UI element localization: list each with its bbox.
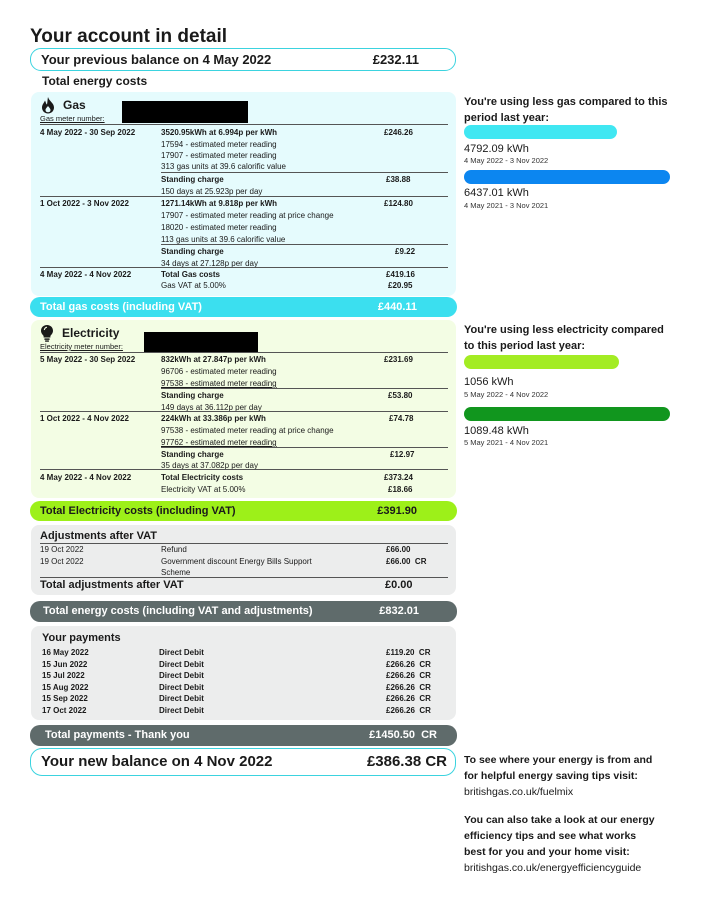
adjustment-date: 19 Oct 2022	[40, 557, 84, 566]
payment-amount: £266.26 CR	[386, 694, 431, 703]
payments-total-band	[30, 725, 457, 746]
gas-current-value: 4792.09 kWh	[464, 143, 529, 155]
adjustment-date: 19 Oct 2022	[40, 545, 84, 554]
gas-period-1: 4 May 2022 - 30 Sep 2022	[40, 128, 136, 137]
gas-heading: Gas	[63, 98, 86, 112]
gas-line-desc: 1271.14kWh at 9.818p per kWh	[161, 199, 278, 208]
elec-line-amount: £231.69	[384, 355, 413, 364]
gas-line-desc: 18020 - estimated meter reading	[161, 223, 277, 232]
gas-meter-label: Gas meter number:	[40, 114, 105, 123]
divider	[40, 124, 448, 125]
gas-line-desc: 17907 - estimated meter reading	[161, 151, 277, 160]
efficiency-info	[464, 812, 655, 876]
elec-previous-usage-bar	[464, 407, 670, 421]
elec-line-amount: £373.24	[384, 473, 413, 482]
info-line: best for you and your home visit:	[464, 846, 630, 858]
gas-line-desc: 34 days at 27.128p per day	[161, 259, 258, 268]
gas-line-desc: 17594 - estimated meter reading	[161, 140, 277, 149]
gas-line-amount: £419.16	[386, 270, 415, 279]
elec-line-desc: Electricity VAT at 5.00%	[161, 485, 246, 494]
divider	[40, 411, 448, 412]
divider	[161, 244, 448, 245]
gas-line-desc: 17907 - estimated meter reading at price change	[161, 211, 334, 220]
electricity-total-band	[30, 501, 457, 521]
payment-amount: £266.26 CR	[386, 683, 431, 692]
payment-date: 17 Oct 2022	[42, 706, 87, 715]
payment-date: 15 Jul 2022	[42, 671, 85, 680]
adjustments-total-label: Total adjustments after VAT	[40, 579, 184, 591]
elec-current-value: 1056 kWh	[464, 376, 514, 388]
previous-balance-amount: £232.11	[372, 52, 419, 67]
gas-line-amount: £38.88	[386, 175, 411, 184]
gas-period-3: 4 May 2022 - 4 Nov 2022	[40, 270, 132, 279]
fuelmix-link[interactable]: britishgas.co.uk/fuelmix	[464, 786, 574, 798]
electricity-total-amount: £391.90	[377, 505, 417, 517]
gas-period-2: 1 Oct 2022 - 3 Nov 2022	[40, 199, 129, 208]
payment-method: Direct Debit	[159, 648, 204, 657]
adjustments-heading: Adjustments after VAT	[40, 530, 157, 542]
payment-date: 15 Aug 2022	[42, 683, 89, 692]
gas-line-amount: £9.22	[395, 247, 416, 256]
gas-line-amount: £20.95	[388, 281, 413, 290]
electricity-total-label: Total Electricity costs (including VAT)	[40, 505, 236, 517]
adjustment-amount: £66.00	[386, 545, 411, 554]
elec-line-desc: 149 days at 36.112p per day	[161, 403, 262, 412]
payment-method: Direct Debit	[159, 694, 204, 703]
divider	[161, 447, 448, 448]
payment-date: 16 May 2022	[42, 648, 89, 657]
elec-line-desc: 224kWh at 33.386p per kWh	[161, 414, 266, 423]
elec-current-usage-bar	[464, 355, 619, 369]
payments-heading: Your payments	[42, 632, 121, 644]
payments-total-amount: £1450.50 CR	[369, 729, 437, 741]
payment-method: Direct Debit	[159, 683, 204, 692]
elec-line-amount: £53.80	[388, 391, 413, 400]
gas-line-amount: £246.26	[384, 128, 413, 137]
divider	[40, 196, 448, 197]
elec-line-desc: 97762 - estimated meter reading	[161, 438, 277, 447]
divider	[40, 352, 448, 353]
electricity-heading: Electricity	[62, 326, 120, 340]
efficiency-guide-link[interactable]: britishgas.co.uk/energyefficiencyguide	[464, 862, 642, 874]
elec-line-desc: Standing charge	[161, 391, 224, 400]
elec-line-desc: 832kWh at 27.847p per kWh	[161, 355, 266, 364]
elec-line-desc: 97538 - estimated meter reading at price change	[161, 426, 334, 435]
gas-total-label: Total gas costs (including VAT)	[40, 301, 202, 313]
divider	[40, 577, 448, 578]
divider	[40, 469, 448, 470]
adjustment-desc: Government discount Energy Bills Support	[161, 557, 312, 566]
previous-balance	[30, 48, 456, 71]
redaction-bar	[144, 332, 258, 352]
gas-comparison-heading-line: You're using less gas compared to this	[464, 96, 668, 108]
elec-comparison-heading-line: to this period last year:	[464, 340, 586, 352]
gas-line-desc: 150 days at 25.923p per day	[161, 187, 263, 196]
elec-line-desc: 97538 - estimated meter reading	[161, 379, 277, 388]
elec-period-3: 4 May 2022 - 4 Nov 2022	[40, 473, 132, 482]
elec-period-2: 1 Oct 2022 - 4 Nov 2022	[40, 414, 129, 423]
total-energy-band	[30, 601, 457, 622]
info-line: You can also take a look at our energy	[464, 814, 655, 826]
payment-amount: £266.26 CR	[386, 671, 431, 680]
gas-line-amount: £124.80	[384, 199, 413, 208]
elec-period-1: 5 May 2022 - 30 Sep 2022	[40, 355, 136, 364]
fuelmix-info	[464, 752, 652, 800]
info-line: for helpful energy saving tips visit:	[464, 770, 638, 782]
total-energy-amount: £832.01	[379, 605, 419, 617]
new-balance	[30, 748, 456, 776]
electricity-meter-label: Electricity meter number:	[40, 342, 123, 351]
gas-line-desc: Total Gas costs	[161, 270, 220, 279]
gas-line-desc: 313 gas units at 39.6 calorific value	[161, 162, 286, 171]
gas-line-desc: Gas VAT at 5.00%	[161, 281, 226, 290]
gas-current-period: 4 May 2022 - 3 Nov 2022	[464, 156, 549, 165]
gas-line-desc: 113 gas units at 39.6 calorific value	[161, 235, 286, 244]
info-line: To see where your energy is from and	[464, 754, 653, 766]
info-line: efficiency tips and see what works	[464, 830, 637, 842]
elec-line-amount: £12.97	[390, 450, 415, 459]
divider	[40, 267, 448, 268]
elec-line-desc: Standing charge	[161, 450, 224, 459]
adjustment-desc-cont: Scheme	[161, 568, 191, 577]
elec-line-desc: 96706 - estimated meter reading	[161, 367, 277, 376]
adjustment-desc: Refund	[161, 545, 187, 554]
payment-amount: £266.26 CR	[386, 706, 431, 715]
gas-comparison-heading-line: period last year:	[464, 112, 549, 124]
payment-method: Direct Debit	[159, 660, 204, 669]
elec-line-amount: £18.66	[388, 485, 413, 494]
payment-method: Direct Debit	[159, 671, 204, 680]
page-title: Your account in detail	[30, 26, 228, 47]
elec-previous-value: 1089.48 kWh	[464, 425, 529, 437]
payment-amount: £266.26 CR	[386, 660, 431, 669]
redaction-bar	[122, 101, 248, 123]
gas-previous-value: 6437.01 kWh	[464, 187, 529, 199]
adjustments-total-amount: £0.00	[385, 579, 413, 591]
gas-current-usage-bar	[464, 125, 617, 139]
gas-previous-period: 4 May 2021 - 3 Nov 2021	[464, 201, 549, 210]
divider	[161, 172, 448, 173]
elec-line-desc: 35 days at 37.082p per day	[161, 461, 258, 470]
gas-line-desc: Standing charge	[161, 175, 224, 184]
elec-line-amount: £74.78	[389, 414, 414, 423]
new-balance-amount: £386.38 CR	[366, 753, 447, 770]
payment-amount: £119.20 CR	[386, 648, 431, 657]
divider	[161, 388, 448, 389]
elec-current-period: 5 May 2022 - 4 Nov 2022	[464, 390, 549, 399]
payment-method: Direct Debit	[159, 706, 204, 715]
previous-balance-label: Your previous balance on 4 May 2022	[41, 52, 272, 67]
elec-comparison-heading	[464, 322, 664, 354]
payment-date: 15 Sep 2022	[42, 694, 88, 703]
new-balance-label: Your new balance on 4 Nov 2022	[41, 753, 273, 770]
elec-previous-period: 5 May 2021 - 4 Nov 2021	[464, 438, 549, 447]
elec-line-desc: Total Electricity costs	[161, 473, 244, 482]
total-energy-costs-heading: Total energy costs	[42, 74, 148, 88]
gas-total-band	[30, 297, 457, 317]
payments-total-label: Total payments - Thank you	[45, 729, 190, 741]
payment-date: 15 Jun 2022	[42, 660, 88, 669]
gas-line-desc: Standing charge	[161, 247, 224, 256]
gas-previous-usage-bar	[464, 170, 670, 184]
gas-comparison-heading	[464, 94, 668, 126]
elec-comparison-heading-line: You're using less electricity compared	[464, 324, 664, 336]
gas-total-amount: £440.11	[377, 301, 417, 313]
adjustment-amount: £66.00 CR	[386, 557, 427, 566]
total-energy-label: Total energy costs (including VAT and adjustments)	[43, 605, 313, 617]
gas-line-desc: 3520.95kWh at 6.994p per kWh	[161, 128, 278, 137]
